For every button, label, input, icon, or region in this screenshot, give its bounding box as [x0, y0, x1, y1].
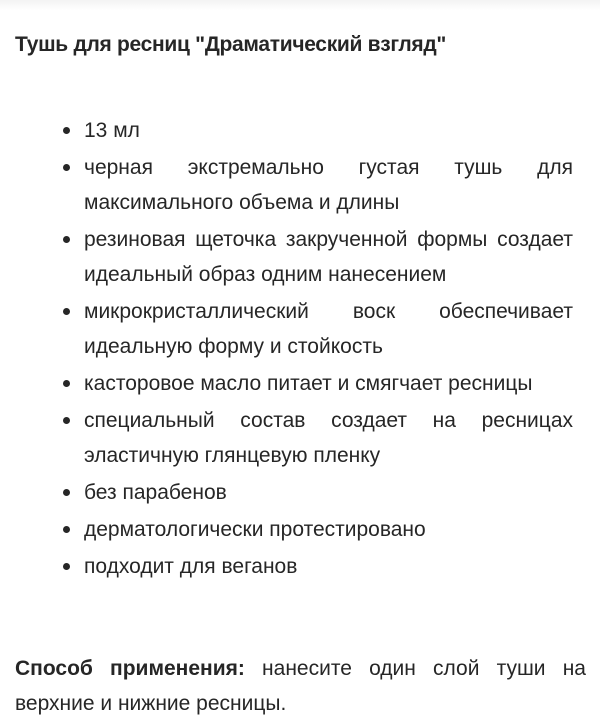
- list-item: [0, 475, 600, 510]
- list-item: [0, 512, 600, 547]
- usage-text: нанесите один слой туши на верхние и нижние ресницы.: [15, 657, 586, 715]
- list-item: [0, 366, 600, 401]
- bullet-icon: [63, 308, 70, 315]
- list-item-text: резиновая щеточка закрученной формы создает идеальный образ одним нанесением: [84, 228, 573, 286]
- bullet-icon: [63, 489, 70, 496]
- list-item-text: 13 мл: [84, 119, 140, 142]
- bullet-icon: [63, 417, 70, 424]
- usage-label: Способ применения:: [15, 657, 245, 680]
- list-item: [0, 150, 600, 220]
- list-item: [0, 403, 600, 473]
- bullet-icon: [63, 236, 70, 243]
- list-item: [0, 222, 600, 292]
- list-item-text: без парабенов: [84, 481, 227, 504]
- list-item-text: микрокристаллический воск обеспечивает идеальную форму и стойкость: [84, 300, 573, 358]
- list-item-text: касторовое масло питает и смягчает ресницы: [84, 372, 533, 395]
- list-item: [0, 113, 600, 148]
- list-item-text: дерматологически протестировано: [84, 518, 426, 541]
- product-title: Тушь для ресниц "Драматический взгляд": [15, 33, 447, 56]
- bullet-icon: [63, 380, 70, 387]
- bullet-icon: [63, 526, 70, 533]
- feature-list: [0, 113, 600, 586]
- list-item: [0, 549, 600, 584]
- list-item-text: подходит для веганов: [84, 555, 298, 578]
- list-item-text: черная экстремально густая тушь для максимального объема и длины: [84, 156, 573, 214]
- usage-paragraph: [15, 651, 586, 721]
- top-bar: [0, 0, 600, 10]
- bullet-icon: [63, 563, 70, 570]
- list-item-text: специальный состав создает на ресницах эластичную глянцевую пленку: [84, 409, 573, 467]
- bullet-icon: [63, 164, 70, 171]
- bullet-icon: [63, 127, 70, 134]
- list-item: [0, 294, 600, 364]
